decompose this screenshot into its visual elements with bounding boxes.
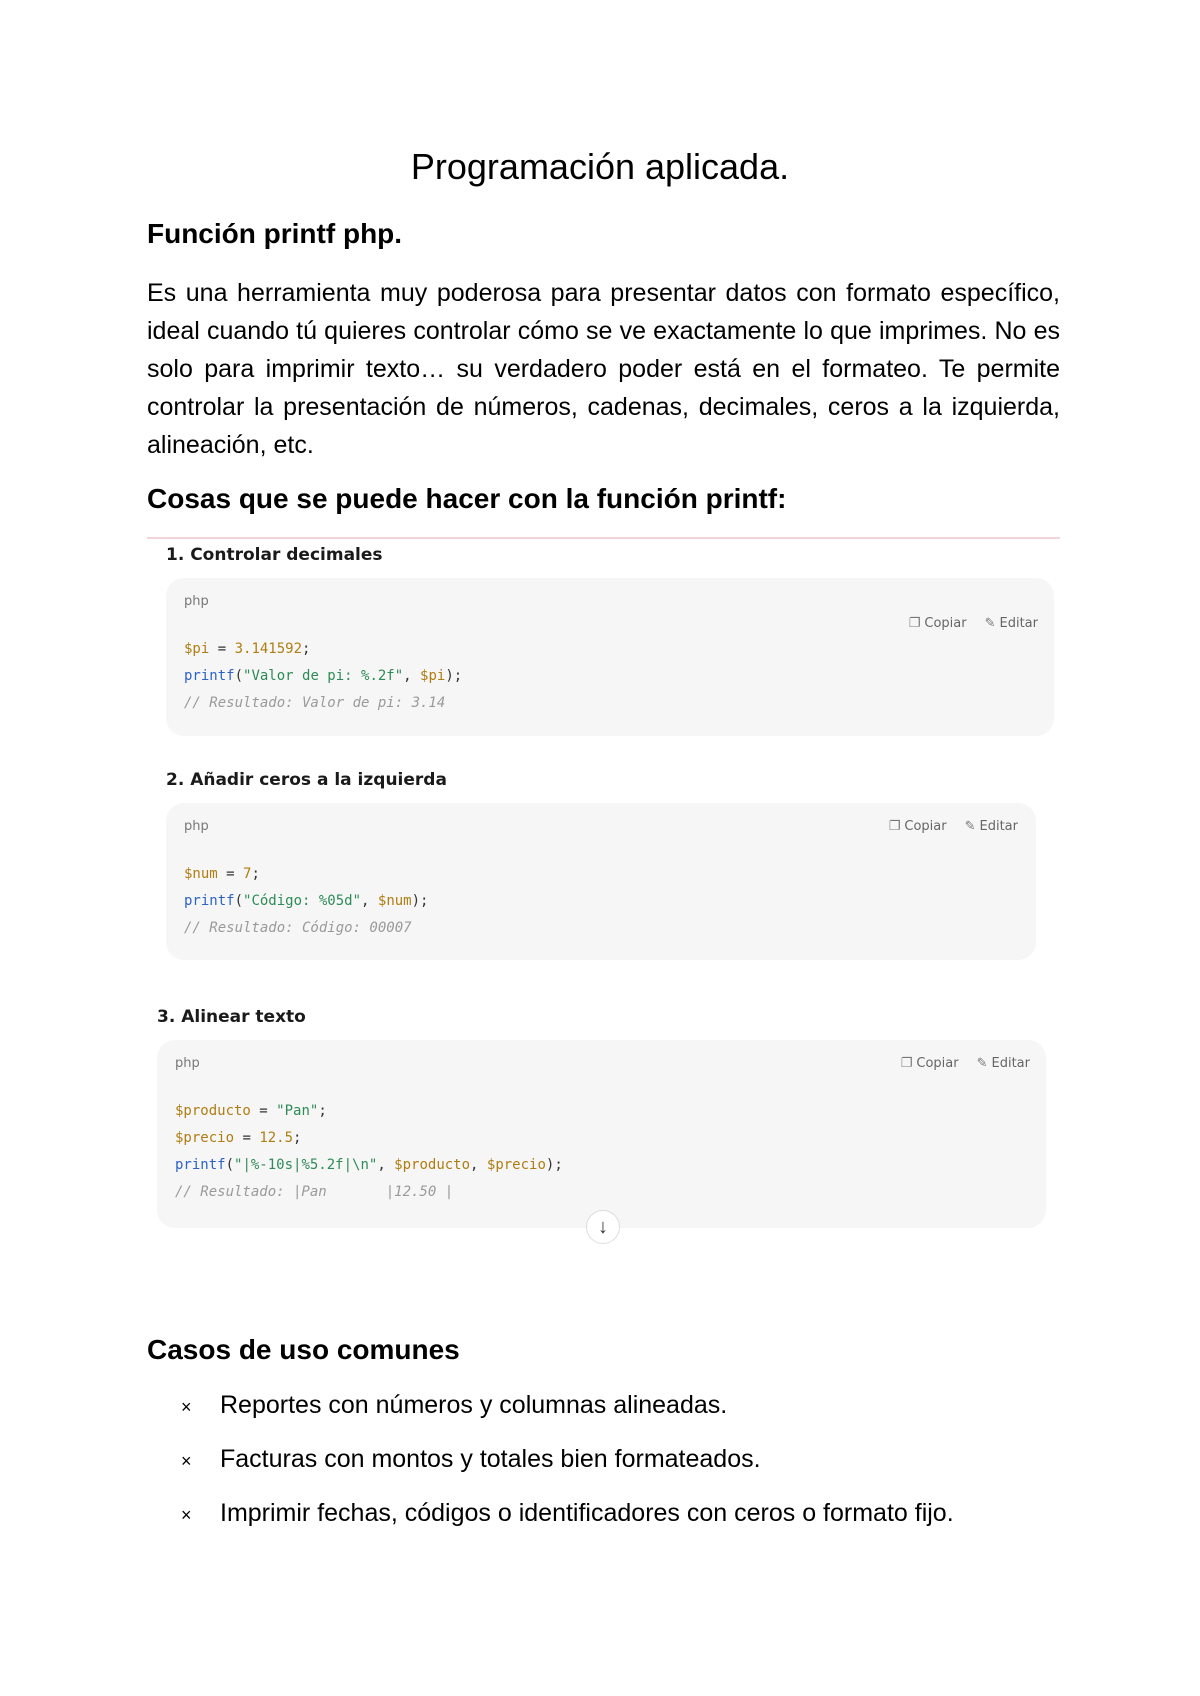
copy-button[interactable]: ❐ Copiar bbox=[900, 1056, 959, 1071]
code-language-label: php bbox=[184, 819, 209, 834]
heading-funcion-printf: Función printf php. bbox=[147, 218, 403, 249]
arrow-down-icon: ↓ bbox=[598, 1215, 608, 1238]
code-line-1: $num = 7; bbox=[184, 866, 260, 882]
heading-casos-uso: Casos de uso comunes bbox=[147, 1334, 460, 1365]
list-item: × Imprimir fechas, códigos o identificadores con ceros o formato fijo. bbox=[147, 1498, 954, 1552]
scroll-down-button[interactable] bbox=[586, 1210, 620, 1244]
code-language-label: php bbox=[184, 594, 209, 609]
divider bbox=[147, 537, 1060, 539]
code-line-4: // Resultado: |Pan |12.50 | bbox=[175, 1184, 454, 1200]
heading-cosas-printf: Cosas que se puede hacer con la función printf: bbox=[147, 483, 787, 514]
code-line-2: printf("Código: %05d", $num); bbox=[184, 893, 429, 909]
code-content bbox=[184, 861, 428, 942]
edit-icon: ✎ bbox=[964, 819, 976, 834]
code-block-alinear bbox=[157, 1040, 1046, 1228]
edit-button[interactable]: ✎ Editar bbox=[964, 819, 1018, 834]
code-actions bbox=[901, 1056, 1030, 1071]
code-line-3: // Resultado: Valor de pi: 3.14 bbox=[184, 695, 446, 711]
code-block-ceros bbox=[166, 803, 1036, 960]
copy-button[interactable]: ❐ Copiar bbox=[888, 819, 947, 834]
section-title-alinear: 3. Alinear texto bbox=[157, 1007, 306, 1027]
document-title: Programación aplicada. bbox=[410, 146, 790, 187]
edit-icon: ✎ bbox=[976, 1056, 988, 1071]
copy-icon: ❐ bbox=[908, 616, 921, 631]
code-content bbox=[184, 636, 462, 717]
intro-paragraph: Es una herramienta muy poderosa para presentar datos con formato específico, ideal cuando tú quieres controlar cómo se ve exactamente lo que imprimes. No es solo para imprimir texto… su verdadero poder está en el formateo. Te permite controlar la presentación de números, cadenas, decimales, ceros a la izquierda, alineación, etc. bbox=[147, 279, 1060, 459]
edit-icon: ✎ bbox=[984, 616, 996, 631]
code-line-2: printf("Valor de pi: %.2f", $pi); bbox=[184, 668, 463, 684]
bullet-x-icon: × bbox=[181, 1505, 192, 1525]
code-line-3: printf("|%-10s|%5.2f|\n", $producto, $precio); bbox=[175, 1157, 563, 1173]
code-language-label: php bbox=[175, 1056, 200, 1071]
bullet-x-icon: × bbox=[181, 1397, 192, 1417]
code-line-1: $producto = "Pan"; bbox=[175, 1103, 327, 1119]
uses-list bbox=[147, 1390, 954, 1552]
edit-button[interactable]: ✎ Editar bbox=[976, 1056, 1030, 1071]
list-item: × Facturas con montos y totales bien formateados. bbox=[147, 1444, 954, 1498]
bullet-x-icon: × bbox=[181, 1451, 192, 1471]
copy-icon: ❐ bbox=[888, 819, 901, 834]
code-line-3: // Resultado: Código: 00007 bbox=[184, 920, 412, 936]
edit-button[interactable]: ✎ Editar bbox=[984, 616, 1038, 631]
code-block-decimales bbox=[166, 578, 1054, 736]
code-content bbox=[175, 1098, 563, 1206]
section-title-decimales: 1. Controlar decimales bbox=[166, 545, 383, 565]
copy-icon: ❐ bbox=[900, 1056, 913, 1071]
code-line-2: $precio = 12.5; bbox=[175, 1130, 302, 1146]
list-item: × Reportes con números y columnas alineadas. bbox=[147, 1390, 954, 1444]
section-title-ceros: 2. Añadir ceros a la izquierda bbox=[166, 770, 447, 790]
code-line-1: $pi = 3.141592; bbox=[184, 641, 311, 657]
code-actions bbox=[889, 819, 1018, 834]
copy-button[interactable]: ❐ Copiar bbox=[908, 616, 967, 631]
code-actions bbox=[909, 616, 1038, 631]
